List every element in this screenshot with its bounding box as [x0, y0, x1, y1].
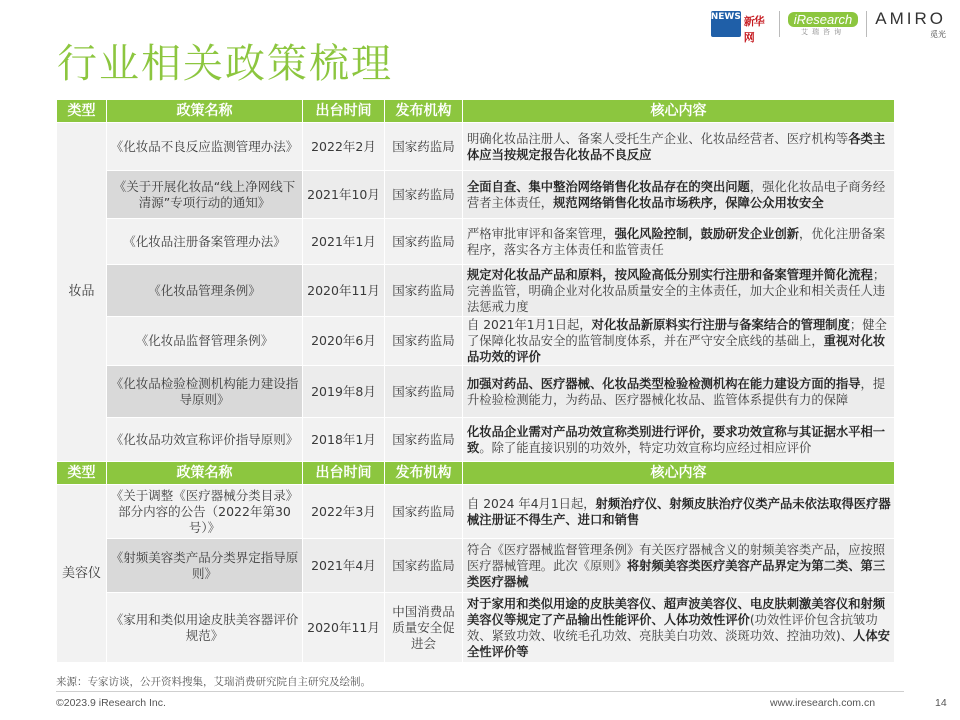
table-row: [57, 171, 895, 219]
policy-name-cell: 《化妆品不良反应监测管理办法》: [107, 123, 303, 171]
table-row: [57, 418, 895, 462]
core-content-cell: [463, 539, 895, 593]
policy-table: [56, 99, 895, 663]
agency-cell: 国家药监局: [385, 539, 463, 593]
column-header: 出台时间: [303, 100, 385, 123]
footer-divider: [56, 691, 904, 692]
agency-cell: 国家药监局: [385, 219, 463, 265]
amiro-wordmark: AMIRO: [875, 8, 946, 28]
content-text: ，提升检验检测能力，为药品、医疗器械化妆品、监管体系提供有力的保障: [467, 376, 886, 407]
page-number: 14: [935, 697, 947, 709]
core-content-cell: [463, 317, 895, 366]
table-row: [57, 317, 895, 366]
core-content-cell: [463, 366, 895, 418]
core-content-cell: [463, 265, 895, 317]
table-row: [57, 593, 895, 663]
header-logos: [711, 6, 946, 42]
content-emphasis: 加强对药品、医疗器械、化妆品类型检验检测机构在能力建设方面的指导: [467, 376, 861, 391]
date-cell: 2020年6月: [303, 317, 385, 366]
core-content-cell: [463, 123, 895, 171]
iresearch-wordmark: iResearch: [788, 12, 859, 27]
content-text: ，强化化妆品电子商务经营者主体责任，: [467, 179, 886, 210]
table-row: [57, 485, 895, 539]
table-header-row: [57, 462, 895, 485]
column-header: 发布机构: [385, 100, 463, 123]
page-title: 行业相关政策梳理: [57, 41, 393, 87]
policy-name-cell: 《化妆品监督管理条例》: [107, 317, 303, 366]
column-header: 核心内容: [463, 100, 895, 123]
policy-name-cell: 《关于调整《医疗器械分类目录》部分内容的公告（2022年第30号）》: [107, 485, 303, 539]
column-header: 政策名称: [107, 462, 303, 485]
date-cell: 2022年2月: [303, 123, 385, 171]
table-row: [57, 539, 895, 593]
agency-cell: 中国消费品质量安全促进会: [385, 593, 463, 663]
content-text: 符合《医疗器械监督管理条例》有关医疗器械含义的射频美容类产品，应按照医疗器械管理。此次《原则》: [467, 542, 886, 573]
amiro-sub: 觅光: [930, 29, 946, 39]
core-content-cell: [463, 418, 895, 462]
content-emphasis: 全面自查、集中整治网络销售化妆品存在的突出问题: [467, 179, 750, 194]
policy-name-cell: 《化妆品功效宣称评价指导原则》: [107, 418, 303, 462]
agency-cell: 国家药监局: [385, 366, 463, 418]
website: www.iresearch.com.cn: [770, 697, 876, 709]
column-header: 出台时间: [303, 462, 385, 485]
agency-cell: 国家药监局: [385, 171, 463, 219]
content-text: (功效性评价包含抗皱功效、紧致功效、收统毛孔功效、亮肤美白功效、淡斑功效、控油功效)、: [467, 612, 878, 643]
content-text: ，优化注册备案程序，落实各方主体责任和监管责任: [467, 226, 886, 257]
iresearch-sub: 艾瑞咨询: [801, 27, 845, 36]
news-name: 新华网: [743, 15, 764, 44]
content-emphasis: 对于家用和类似用途的皮肤美容仪、超声波美容仪、电皮肤刺激美容仪和射频美容仪等规定了产品输出性能评价、人体功效性评价: [467, 596, 886, 627]
agency-cell: 国家药监局: [385, 485, 463, 539]
source-note: 来源：专家访谈，公开资料搜集，艾瑞消费研究院自主研究及绘制。: [56, 676, 371, 688]
policy-name-cell: 《化妆品注册备案管理办法》: [107, 219, 303, 265]
content-emphasis: 各类主体应当按规定报告化妆品不良反应: [467, 131, 886, 162]
column-header: 类型: [57, 462, 107, 485]
date-cell: 2018年1月: [303, 418, 385, 462]
content-emphasis: 强化风险控制，鼓励研发企业创新: [614, 226, 800, 241]
date-cell: 2019年8月: [303, 366, 385, 418]
agency-cell: 国家药监局: [385, 317, 463, 366]
date-cell: 2022年3月: [303, 485, 385, 539]
table-row: [57, 366, 895, 418]
content-emphasis: 射频治疗仪、射频皮肤治疗仪类产品未依法取得医疗器械注册证不得生产、进口和销售: [467, 496, 891, 527]
amiro-logo: [875, 9, 946, 40]
core-content-cell: [463, 171, 895, 219]
category-cell: 妆品: [57, 123, 107, 462]
core-content-cell: [463, 219, 895, 265]
table-row: [57, 219, 895, 265]
content-text: 。除了能直接识别的功效外，特定功效宣称均应经过相应评价: [479, 440, 812, 455]
core-content-cell: [463, 593, 895, 663]
content-emphasis: 规范网络销售化妆品市场秩序，保障公众用妆安全: [553, 195, 824, 210]
table-row: [57, 265, 895, 317]
date-cell: 2021年4月: [303, 539, 385, 593]
column-header: 发布机构: [385, 462, 463, 485]
content-text: ；健全了保障化妆品安全的监管制度体系，并在严守安全底线的基础上，: [467, 318, 887, 348]
date-cell: 2021年1月: [303, 219, 385, 265]
content-emphasis: 规定对化妆品产品和原料，按风险高低分别实行注册和备案管理并简化流程: [467, 267, 873, 282]
core-content-cell: [463, 485, 895, 539]
column-header: 政策名称: [107, 100, 303, 123]
content-emphasis: 化妆品企业需对产品功效宣称类别进行评价，要求功效宣称与其证据水平相一致: [467, 424, 886, 455]
agency-cell: 国家药监局: [385, 123, 463, 171]
xinhuanet-logo: [710, 8, 771, 44]
policy-name-cell: 《化妆品检验检测机构能力建设指导原则》: [107, 366, 303, 418]
category-cell: 美容仪: [57, 485, 107, 663]
policy-name-cell: 《射频美容类产品分类界定指导原则》: [107, 539, 303, 593]
agency-cell: 国家药监局: [385, 265, 463, 317]
content-emphasis: 将射频美容类医疗美容产品界定为第二类、第三类医疗器械: [467, 558, 886, 589]
content-text: 自 2021年1月1日起，: [467, 318, 592, 332]
column-header: 核心内容: [463, 462, 895, 485]
iresearch-logo: [788, 12, 859, 37]
content-text: 明确化妆品注册人、备案人受托生产企业、化妆品经营者、医疗机构等: [467, 131, 849, 146]
column-header: 类型: [57, 100, 107, 123]
content-text: 严格审批审评和备案管理，: [467, 226, 615, 241]
copyright: ©2023.9 iResearch Inc.: [56, 697, 166, 709]
table-header-row: [57, 100, 895, 123]
content-text: 自 2024 年4月1日起，: [467, 496, 596, 511]
content-emphasis: 重视对化妆品功效的评价: [467, 334, 886, 364]
date-cell: 2021年10月: [303, 171, 385, 219]
logo-divider: [779, 11, 780, 37]
content-emphasis: 对化妆品新原料实行注册与备案结合的管理制度: [591, 318, 850, 332]
logo-divider: [866, 11, 867, 37]
content-emphasis: 人体安全性评价等: [467, 628, 890, 659]
policy-name-cell: 《化妆品管理条例》: [107, 265, 303, 317]
date-cell: 2020年11月: [303, 593, 385, 663]
agency-cell: 国家药监局: [385, 418, 463, 462]
news-mark: NEWS: [711, 11, 741, 37]
table-row: [57, 123, 895, 171]
content-text: ；完善监管，明确企业对化妆品质量安全的主体责任，加大企业和相关责任人违法惩戒力度: [467, 267, 886, 314]
policy-name-cell: 《家用和类似用途皮肤美容器评价规范》: [107, 593, 303, 663]
date-cell: 2020年11月: [303, 265, 385, 317]
policy-name-cell: 《关于开展化妆品“线上净网线下清源”专项行动的通知》: [107, 171, 303, 219]
